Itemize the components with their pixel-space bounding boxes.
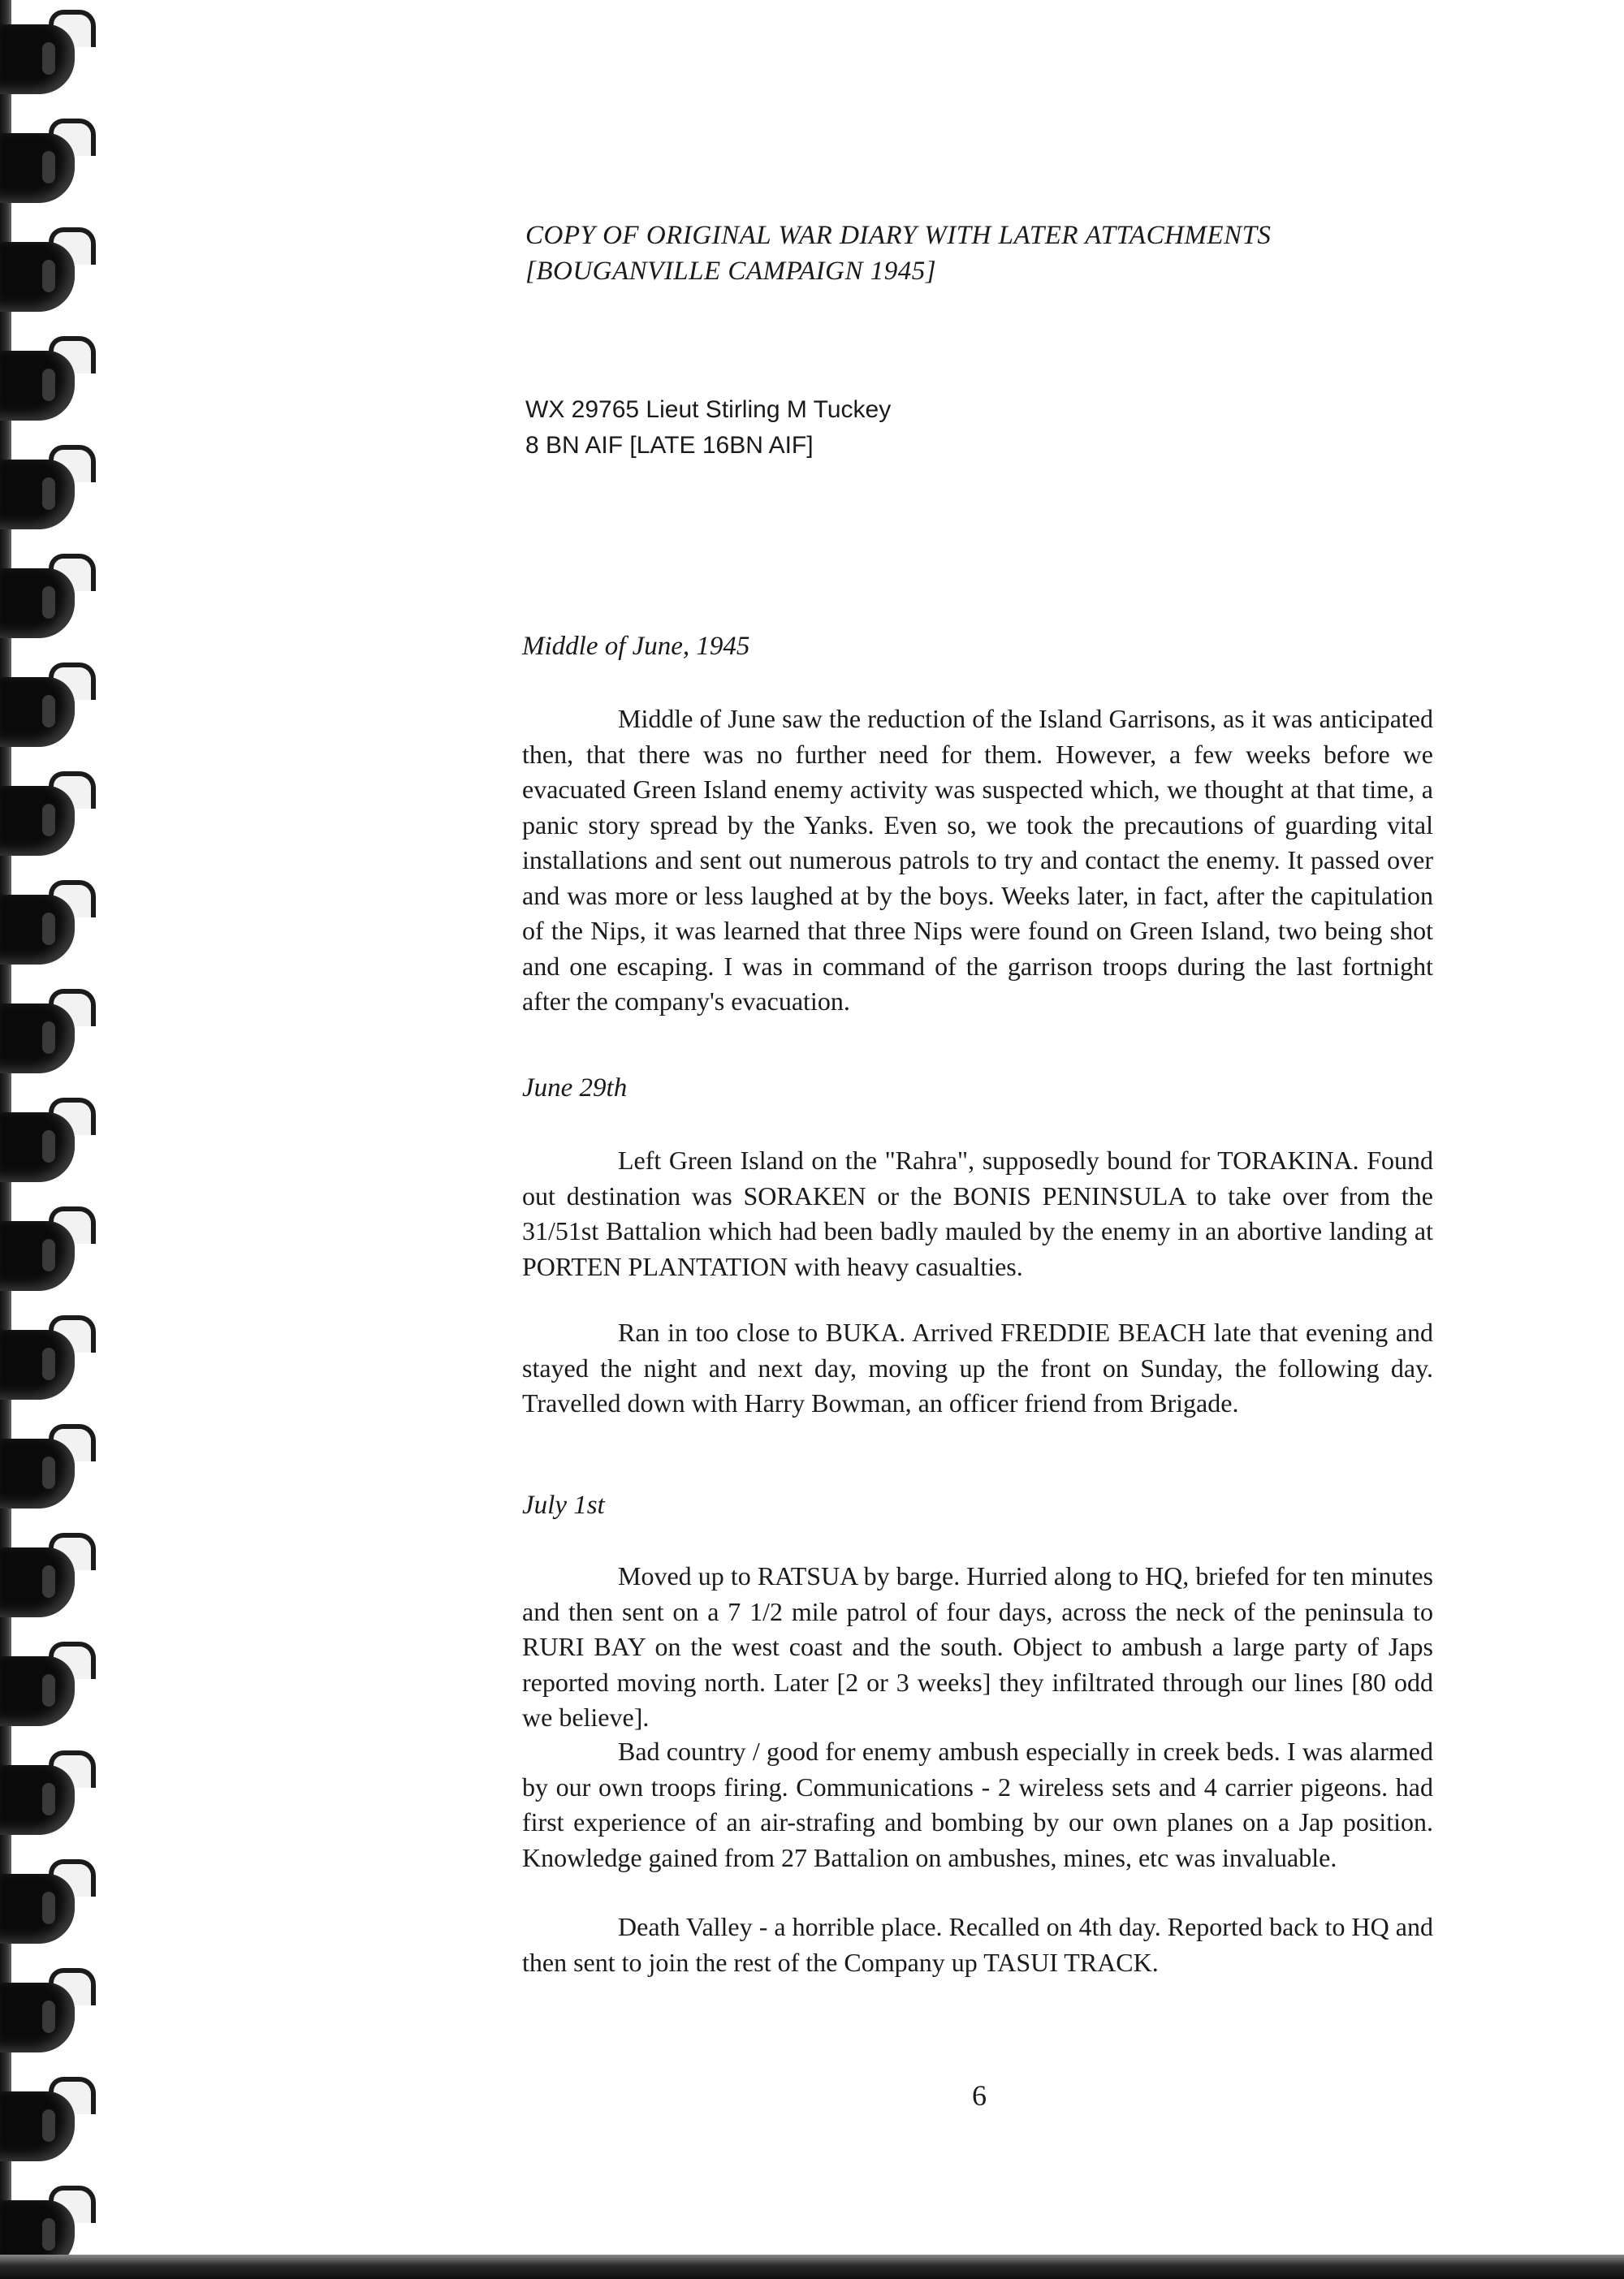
binding-ring-coil (0, 2091, 75, 2161)
binding-ring-hole (42, 151, 55, 183)
binding-ring-hole (42, 477, 55, 510)
paragraph-july-1-2: Bad country / good for enemy ambush especially in creek beds. I was alarmed by our own troops firing. Communications - 2 wireless sets and 4 carrier pigeons. had first experience of an air-strafing and bombing by our own planes on a Jap position. Knowledge gained from 27 Battalion on ambushes, mines, etc was invaluable. (522, 1737, 1433, 1872)
paragraph-june-29-1: Left Green Island on the "Rahra", supposedly bound for TORAKINA. Found out destination was SORAKEN or the BONIS PENINSULA to take over from the 31/51st Battalion which had been badly mauled by the enemy in an abortive landing at PORTEN PLANTATION with heavy casualties. (522, 1146, 1433, 1281)
binding-ring-coil (0, 1330, 75, 1400)
binding-ring (0, 663, 88, 747)
binding-ring-hole (42, 1021, 55, 1054)
binding-ring (0, 2077, 88, 2161)
binding-ring-hole (42, 804, 55, 836)
binding-ring-coil (0, 242, 75, 312)
binding-ring-coil (0, 786, 75, 856)
binding-ring-coil (0, 1983, 75, 2052)
binding-ring (0, 1859, 88, 1944)
binding-ring (0, 227, 88, 312)
binding-ring (0, 1424, 88, 1509)
binding-ring-hole (42, 1457, 55, 1489)
binding-ring-coil (0, 1874, 75, 1944)
binding-ring (0, 880, 88, 965)
binding-ring (0, 1750, 88, 1835)
section-heading-middle-june: Middle of June, 1945 (522, 632, 750, 661)
binding-ring-coil (0, 460, 75, 529)
binding-ring-coil (0, 568, 75, 638)
document-title-line-2: [BOUGANVILLE CAMPAIGN 1945] (525, 257, 937, 286)
officer-block (525, 392, 891, 464)
binding-ring-coil (0, 1221, 75, 1291)
binding-ring-hole (42, 1565, 55, 1598)
binding-ring (0, 1098, 88, 1182)
document-title (525, 218, 1271, 289)
officer-unit-line: 8 BN AIF [LATE 16BN AIF] (525, 432, 814, 459)
binding-ring (0, 1968, 88, 2052)
binding-ring-hole (42, 2001, 55, 2033)
binding-ring (0, 989, 88, 1073)
binding-ring-coil (0, 1112, 75, 1182)
binding-ring-hole (42, 1674, 55, 1707)
binding-ring-coil (0, 1439, 75, 1509)
binding-ring-coil (0, 1656, 75, 1726)
binding-ring-coil (0, 1004, 75, 1073)
binding-ring-hole (42, 695, 55, 727)
spiral-binding (0, 0, 106, 2279)
binding-ring (0, 336, 88, 421)
section-heading-july-1: July 1st (522, 1491, 605, 1520)
paragraph-june-29-2: Ran in too close to BUKA. Arrived FREDDIE BEACH late that evening and stayed the night and next day, moving up the front on Sunday, the following day. Travelled down with Harry Bowman, an officer friend from Brigade. (522, 1318, 1433, 1418)
binding-ring-hole (42, 369, 55, 401)
binding-ring (0, 10, 88, 94)
binding-ring (0, 445, 88, 529)
binding-ring (0, 771, 88, 856)
officer-name-line: WX 29765 Lieut Stirling M Tuckey (525, 396, 892, 423)
binding-ring-coil (0, 1547, 75, 1617)
paragraph-july-1-3: Death Valley - a horrible place. Recalled on 4th day. Reported back to HQ and then sent to join the rest of the Company up TASUI TRACK. (522, 1912, 1433, 1977)
binding-ring (0, 1533, 88, 1617)
binding-ring-hole (42, 1783, 55, 1815)
binding-ring-hole (42, 2109, 55, 2142)
scan-bottom-edge (0, 2255, 1624, 2279)
page-number: 6 (972, 2079, 987, 2112)
binding-ring (0, 554, 88, 638)
binding-ring-coil (0, 1765, 75, 1835)
binding-ring-hole (42, 1130, 55, 1163)
binding-ring-coil (0, 24, 75, 94)
binding-ring-hole (42, 913, 55, 945)
binding-ring (0, 119, 88, 203)
binding-ring-hole (42, 260, 55, 292)
document-title-line-1: COPY OF ORIGINAL WAR DIARY WITH LATER ATTACHMENTS (525, 221, 1272, 250)
binding-ring-hole (42, 1348, 55, 1380)
paragraph-july-1-1: Moved up to RATSUA by barge. Hurried along to HQ, briefed for ten minutes and then sent on a 7 1/2 mile patrol of four days, across the neck of the peninsula to RURI BAY on the west coast and the south. Object to ambush a large party of Japs reported moving north. Later [2 or 3 weeks] they infiltrated through our lines [80 odd we believe]. (522, 1561, 1433, 1732)
binding-ring-hole (42, 2218, 55, 2251)
binding-ring-coil (0, 133, 75, 203)
binding-ring (0, 1315, 88, 1400)
binding-ring-hole (42, 42, 55, 75)
binding-ring (0, 1642, 88, 1726)
binding-ring-coil (0, 677, 75, 747)
binding-ring-coil (0, 351, 75, 421)
section-heading-june-29: June 29th (522, 1073, 628, 1103)
binding-ring (0, 1206, 88, 1291)
binding-ring-hole (42, 586, 55, 619)
binding-ring-hole (42, 1239, 55, 1271)
paragraph-middle-june: Middle of June saw the reduction of the Island Garrisons, as it was anticipated then, that there was no further need for them. However, a few weeks before we evacuated Green Island enemy activity was suspected which, we thought at that time, a panic story spread by the Yanks. Even so, we took the precautions of guarding vital installations and sent out numerous patrols to try and contact the enemy. It passed over and was more or less laughed at by the boys. Weeks later, in fact, after the capitulation of the Nips, it was learned that three Nips were found on Green Island, two being shot and one escaping. I was in command of the garrison troops during the last fortnight after the company's evacuation. (522, 704, 1433, 1016)
binding-ring-coil (0, 895, 75, 965)
binding-ring-hole (42, 1892, 55, 1924)
